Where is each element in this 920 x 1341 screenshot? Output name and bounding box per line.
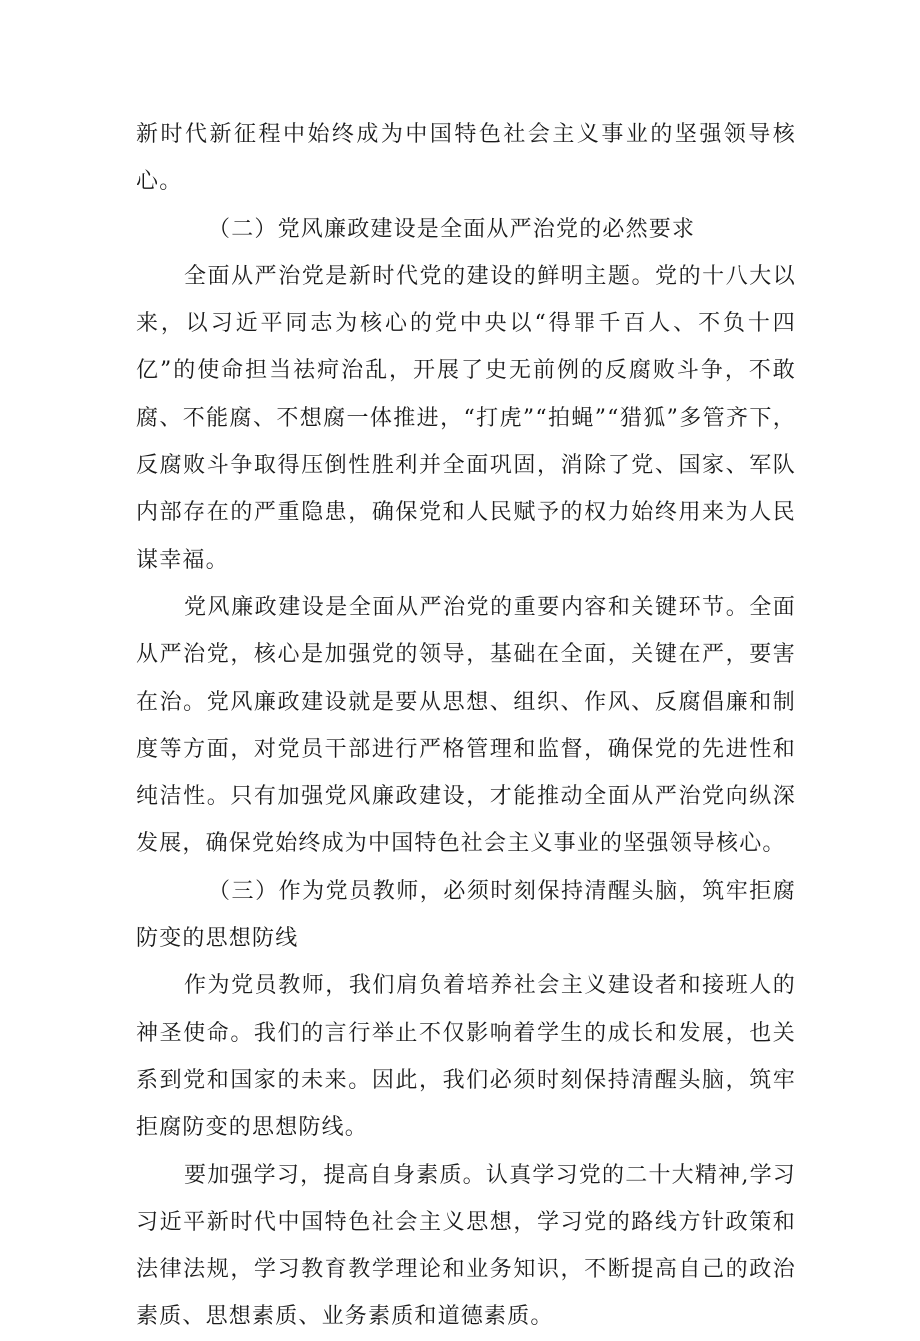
paragraph: 作为党员教师，我们肩负着培养社会主义建设者和接班人的神圣使命。我们的言行举止不仅影响着学生的成长和发展，也关系到党和国家的未来。因此，我们必须时刻保持清醒头脑，筑牢拒腐防变的思想防线。	[136, 973, 796, 1141]
paragraph: 全面从严治党是新时代党的建设的鲜明主题。党的十八大以来，以习近平同志为核心的党中央以“得罪千百人、不负十四亿”的使命担当祛疴治乱，开展了史无前例的反腐败斗争，不敢腐、不能腐、不想腐一体推进，“打虎”“拍蝇”“猎狐”多管齐下，反腐败斗争取得压倒性胜利并全面巩固，消除了党、国家、军队内部存在的严重隐患，确保党和人民赋予的权力始终用来为人民谋幸福。	[136, 263, 796, 573]
document-body	[136, 111, 796, 1341]
paragraph: 要加强学习，提高自身素质。认真学习党的二十大精神,学习习近平新时代中国特色社会主义思想，学习党的路线方针政策和法律法规，学习教育教学理论和业务知识，不断提高自己的政治素质、思想素质、业务素质和道德素质。	[136, 1162, 796, 1330]
paragraph-continuation: 新时代新征程中始终成为中国特色社会主义事业的坚强领导核心。	[136, 122, 796, 195]
section-heading-2: （二）党风廉政建设是全面从严治党的必然要求	[208, 216, 696, 242]
section-heading-3: （三）作为党员教师，必须时刻保持清醒头脑，筑牢拒腐防变的思想防线	[136, 878, 796, 952]
paragraph: 党风廉政建设是全面从严治党的重要内容和关键环节。全面从严治党，核心是加强党的领导，基础在全面，关键在严，要害在治。党风廉政建设就是要从思想、组织、作风、反腐倡廉和制度等方面，对党员干部进行严格管理和监督，确保党的先进性和纯洁性。只有加强党风廉政建设，才能推动全面从严治党向纵深发展，确保党始终成为中国特色社会主义事业的坚强领导核心。	[136, 594, 796, 857]
